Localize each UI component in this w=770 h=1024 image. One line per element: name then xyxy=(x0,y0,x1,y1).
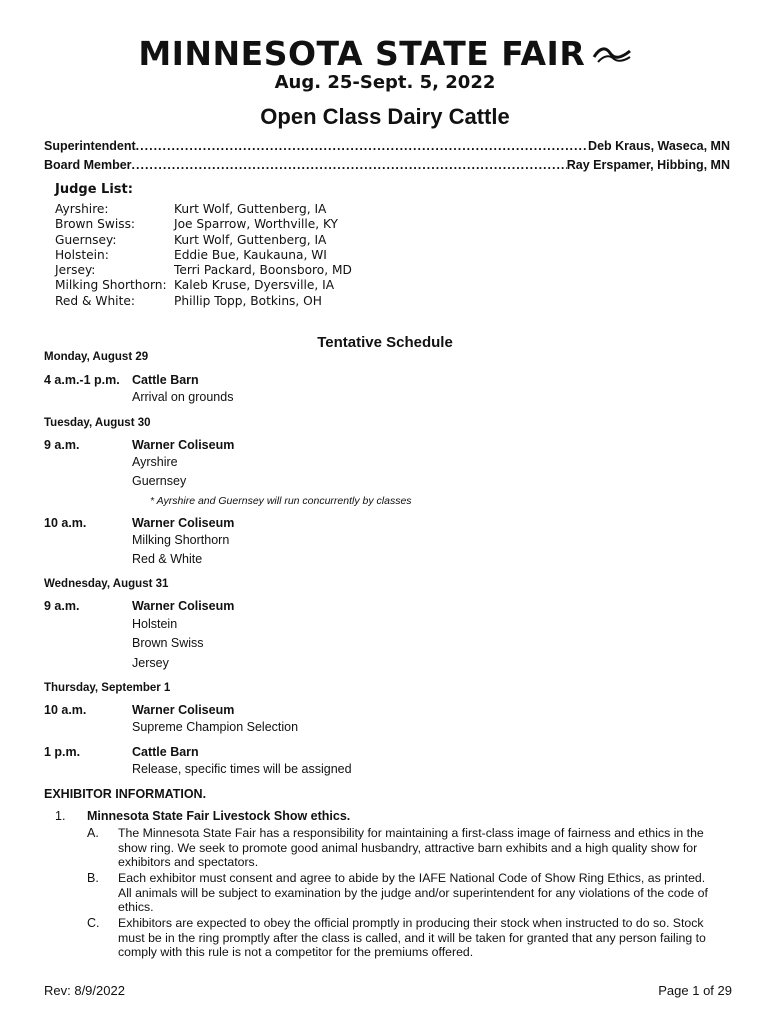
judge-list xyxy=(55,202,352,309)
leader-dots xyxy=(132,158,567,172)
judge-name: Kurt Wolf, Guttenberg, IA xyxy=(174,232,327,247)
schedule-location: Warner Coliseum xyxy=(132,599,235,613)
superintendent-name: Deb Kraus, Waseca, MN xyxy=(588,139,730,153)
subrule-letter: A. xyxy=(87,826,99,840)
page-title: Open Class Dairy Cattle xyxy=(260,104,510,129)
subrule-letter: C. xyxy=(87,916,100,930)
schedule-item: Ayrshire xyxy=(132,455,178,469)
judge-breed: Jersey: xyxy=(55,263,96,278)
schedule-location: Cattle Barn xyxy=(132,373,199,387)
schedule-item: Milking Shorthorn xyxy=(132,533,230,547)
schedule-location: Warner Coliseum xyxy=(132,516,235,530)
subrule-letter: B. xyxy=(87,871,99,885)
judge-row xyxy=(55,202,352,217)
judge-breed: Milking Shorthorn: xyxy=(55,278,167,293)
judge-row xyxy=(55,248,352,263)
page-number: Page 1 of 29 xyxy=(658,983,732,998)
day-heading: Tuesday, August 30 xyxy=(44,417,151,429)
schedule-location: Warner Coliseum xyxy=(132,703,235,717)
day-heading: Monday, August 29 xyxy=(44,351,149,363)
schedule-item: Release, specific times will be assigned xyxy=(132,762,352,776)
judge-name: Phillip Topp, Botkins, OH xyxy=(174,293,322,308)
event-dates: Aug. 25-Sept. 5, 2022 xyxy=(274,72,496,93)
judge-breed: Brown Swiss: xyxy=(55,217,136,232)
schedule-time: 1 p.m. xyxy=(44,745,81,759)
board-member-line xyxy=(44,158,730,172)
schedule-item: Red & White xyxy=(132,552,203,566)
board-member-name: Ray Erspamer, Hibbing, MN xyxy=(566,158,730,172)
revision-date: Rev: 8/9/2022 xyxy=(44,983,125,998)
judge-name: Joe Sparrow, Worthville, KY xyxy=(174,217,338,232)
judge-row xyxy=(55,294,352,309)
schedule-item: Jersey xyxy=(132,656,169,670)
judge-row xyxy=(55,217,352,232)
judge-row xyxy=(55,278,352,293)
judge-name: Kurt Wolf, Guttenberg, IA xyxy=(174,202,327,216)
schedule-item: Guernsey xyxy=(132,474,187,488)
rule-title: Minnesota State Fair Livestock Show ethics. xyxy=(87,809,351,823)
day-heading: Thursday, September 1 xyxy=(44,682,171,694)
day-heading: Wednesday, August 31 xyxy=(44,578,169,590)
judge-breed: Holstein: xyxy=(55,247,109,262)
subrule-text: Each exhibitor must consent and agree to abide by the IAFE National Code of Show Ring Ethics, as printed. All animals will be subject to examination by the judge and/or superintendent for any violations of the code of ethics. xyxy=(118,871,708,914)
judge-name: Kaleb Kruse, Dyersville, IA xyxy=(174,278,335,293)
exhibitor-heading: EXHIBITOR INFORMATION. xyxy=(44,787,207,801)
fair-logo xyxy=(0,34,770,73)
judge-row xyxy=(55,233,352,248)
schedule-time: 9 a.m. xyxy=(44,599,80,613)
schedule-location: Cattle Barn xyxy=(132,745,199,759)
schedule-time: 10 a.m. xyxy=(44,516,87,530)
judge-list-heading: Judge List: xyxy=(55,182,133,197)
schedule-time: 9 a.m. xyxy=(44,438,80,452)
subrule-text: The Minnesota State Fair has a responsibility for maintaining a first-class image of fairness and ethics in the show ring. We seek to promote good animal husbandry, attractive barn exhibits and a high quality show for exhibitors and spectators. xyxy=(118,826,704,869)
judge-name: Eddie Bue, Kaukauna, WI xyxy=(174,247,327,262)
schedule-location: Warner Coliseum xyxy=(132,438,235,452)
schedule-note: * Ayrshire and Guernsey will run concurrently by classes xyxy=(150,495,412,507)
schedule-time: 4 a.m.-1 p.m. xyxy=(44,373,120,387)
judge-name: Terri Packard, Boonsboro, MD xyxy=(174,263,352,278)
leader-dots xyxy=(136,139,588,153)
rule-number: 1. xyxy=(55,809,66,823)
subrule-text: Exhibitors are expected to obey the official promptly in producing their stock when instructed to do so. Stock must be in the ring promptly after the class is called, and it will be taken for granted that any person failing to comply with this rule is not a competitor for the premiums offered. xyxy=(118,916,706,959)
schedule-item: Holstein xyxy=(132,617,178,631)
judge-breed: Guernsey: xyxy=(55,232,117,247)
schedule-heading: Tentative Schedule xyxy=(317,334,453,351)
superintendent-line xyxy=(44,139,730,153)
schedule-item: Supreme Champion Selection xyxy=(132,720,299,734)
schedule-time: 10 a.m. xyxy=(44,703,87,717)
logo-text: MINNESOTA STATE FAIR xyxy=(138,34,586,73)
judge-breed: Red & White: xyxy=(55,293,135,308)
schedule-item: Brown Swiss xyxy=(132,636,204,650)
superintendent-role: Superintendent xyxy=(44,139,136,153)
schedule-item: Arrival on grounds xyxy=(132,390,234,404)
board-member-role: Board Member xyxy=(44,158,132,172)
wave-logo-icon xyxy=(592,43,632,65)
judge-row xyxy=(55,263,352,278)
judge-breed: Ayrshire: xyxy=(55,202,109,216)
